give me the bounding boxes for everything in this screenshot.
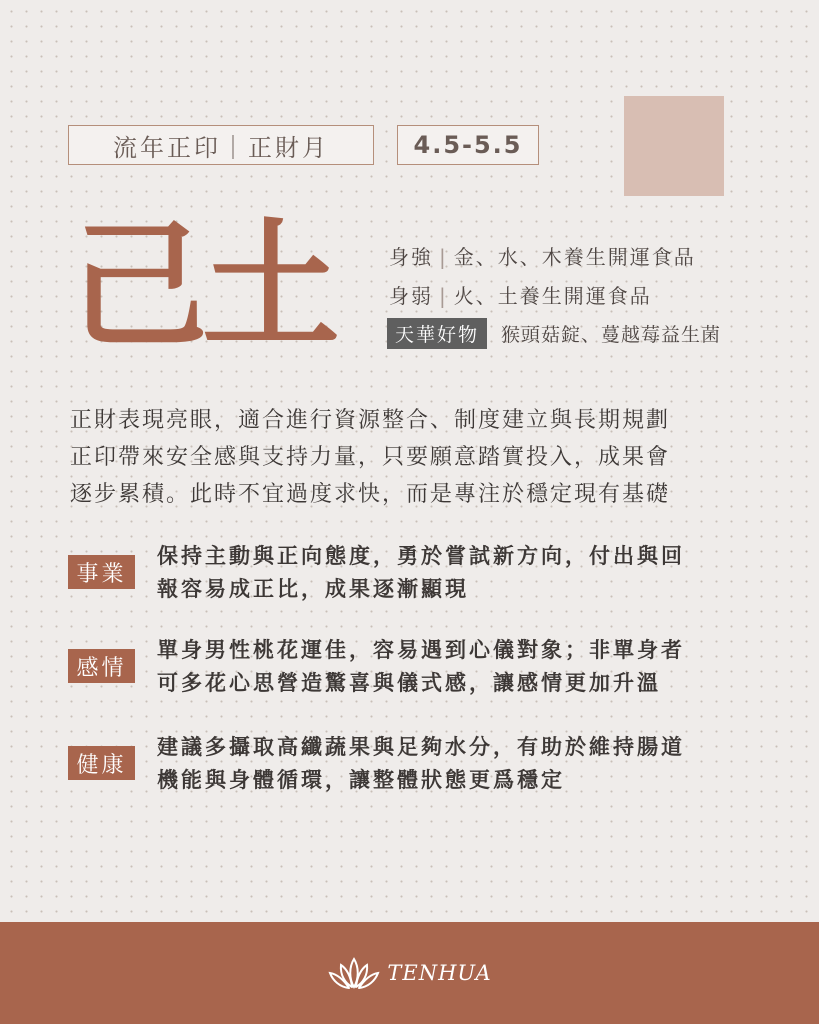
- intro-paragraph: [70, 402, 760, 513]
- love-label: 感情: [68, 649, 135, 683]
- love-line: 單身男性桃花運佳，容易遇到心儀對象；非單身者: [157, 638, 685, 662]
- date-range: 4.5-5.5: [413, 131, 523, 159]
- career-label: 事業: [68, 555, 135, 589]
- separator: |: [439, 245, 448, 269]
- health-line: 機能與身體循環，讓整體狀態更爲穩定: [157, 768, 565, 792]
- period-tag: [68, 125, 374, 165]
- period-label: 流年正印｜正財月: [113, 133, 329, 162]
- health-label: 健康: [68, 746, 135, 780]
- health-line: 建議多攝取高纖蔬果與足夠水分，有助於維持腸道: [157, 735, 685, 759]
- footer: [0, 922, 819, 1024]
- strong-label: 身強: [389, 245, 433, 269]
- intro-line: 正財表現亮眼，適合進行資源整合、制度建立與長期規劃: [70, 408, 671, 433]
- logo-text: TENHUA: [387, 961, 492, 985]
- separator: |: [439, 284, 448, 308]
- career-text: [157, 540, 685, 606]
- weak-foods-line: [389, 280, 652, 309]
- brand-recommendation: [387, 318, 721, 348]
- color-swatch: [624, 96, 724, 196]
- health-text: [157, 731, 685, 797]
- date-range-tag: [397, 125, 539, 165]
- brand-products: 猴頭菇錠、蔓越莓益生菌: [501, 323, 722, 346]
- love-text: [157, 634, 685, 700]
- weak-label: 身弱: [389, 284, 433, 308]
- weak-text: 火、土養生開運食品: [453, 284, 652, 308]
- career-line: 保持主動與正向態度，勇於嘗試新方向，付出與回: [157, 544, 685, 568]
- brand-tag: 天華好物: [387, 318, 487, 349]
- element-title: 己土: [70, 206, 335, 367]
- career-section: [68, 540, 768, 620]
- health-section: [68, 731, 768, 811]
- love-section: [68, 634, 768, 714]
- love-line: 可多花心思營造驚喜與儀式感，讓感情更加升溫: [157, 671, 661, 695]
- strong-foods-line: [389, 241, 696, 270]
- intro-line: 逐步累積。此時不宜過度求快，而是專注於穩定現有基礎: [70, 482, 671, 507]
- brand-logo: [327, 955, 491, 991]
- intro-line: 正印帶來安全感與支持力量，只要願意踏實投入，成果會: [70, 445, 671, 470]
- lotus-icon: [327, 955, 381, 991]
- strong-text: 金、水、木養生開運食品: [453, 245, 696, 269]
- career-line: 報容易成正比，成果逐漸顯現: [157, 577, 469, 601]
